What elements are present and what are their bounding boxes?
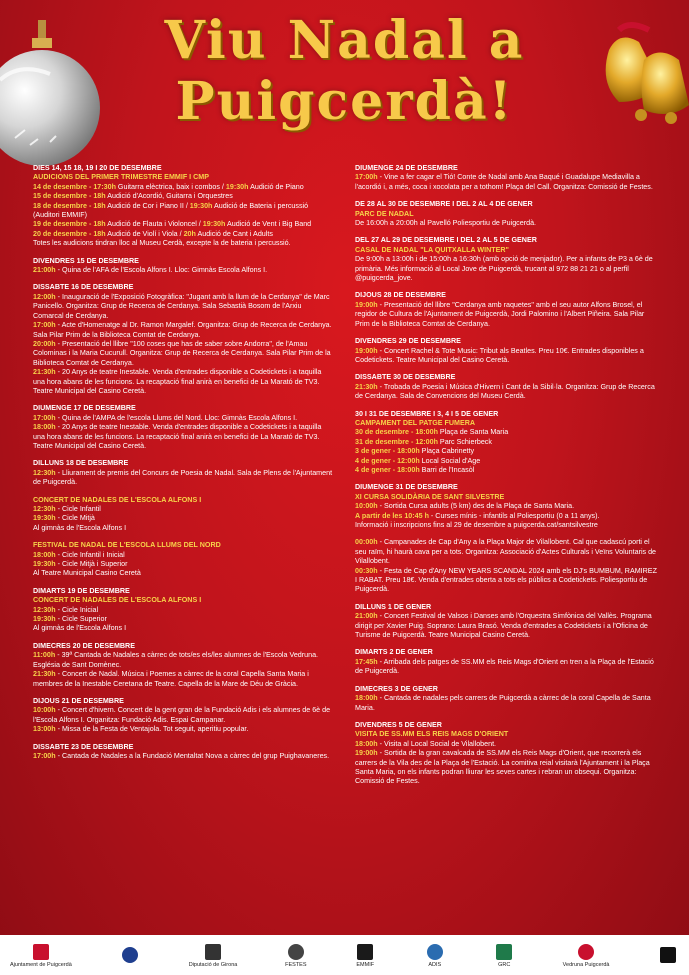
- event-line: [355, 347, 660, 366]
- adis-logo: [424, 938, 446, 972]
- event-line: [33, 725, 333, 734]
- event-text: Plaça de Santa Maria: [437, 428, 509, 437]
- event-text: - Concert d'hivern. Concert de la gent gran de la Fundació Adis i els alumnes de 6è de l'Escola Alfons I. Organitza: Fundació Adis. Espai Campanar.: [33, 706, 331, 724]
- event-time: 19:00h: [355, 346, 378, 355]
- event-line: [33, 524, 333, 533]
- event-time: 30 de desembre - 18:00h: [355, 428, 438, 437]
- event-block: [33, 459, 333, 487]
- event-time: 18:00h: [355, 739, 378, 748]
- logo-caption: EMMIF: [356, 962, 375, 968]
- event-time: 19:30h: [33, 514, 56, 523]
- event-block: [33, 164, 333, 249]
- event-date: DIJOUS 28 DE DESEMBRE: [355, 291, 446, 300]
- event-time: 10:00h: [355, 502, 378, 511]
- event-text: - Cicle Mitjà: [55, 514, 95, 523]
- event-subtitle: XI CURSA SOLIDÀRIA DE SANT SILVESTRE: [355, 492, 505, 501]
- event-block: [355, 685, 660, 713]
- event-text: Audició de Bateria i percussió (Auditori EMMIF): [33, 201, 309, 220]
- event-time: 19 de desembre - 18h: [33, 220, 106, 229]
- event-block: [355, 721, 660, 787]
- event-line: [355, 219, 660, 228]
- vedruna-logo: [563, 938, 610, 972]
- event-line: [355, 301, 660, 329]
- event-subtitle: CAMPAMENT DEL PATGE FUMERA: [355, 418, 476, 427]
- event-line: [355, 438, 660, 447]
- sponsor-footer: [0, 935, 689, 975]
- event-line: [33, 239, 333, 248]
- event-line: [33, 551, 333, 560]
- event-time: 3 de gener - 18:00h: [355, 447, 420, 456]
- event-line: [355, 658, 660, 677]
- event-subtitle: AUDICIONS DEL PRIMER TRIMESTRE EMMIF I CMP: [33, 173, 210, 182]
- event-line: [33, 514, 333, 523]
- event-block: [355, 337, 660, 365]
- event-date: DIMECRES 20 DE DESEMBRE: [33, 641, 135, 650]
- event-text: - Cicle Infantil i Inicial: [55, 550, 125, 559]
- festes-logo: [285, 938, 307, 972]
- event-time: 12:30h: [33, 468, 56, 477]
- event-time: 19:00h: [355, 749, 378, 758]
- event-date: DIJOUS 21 DE DESEMBRE: [33, 696, 124, 705]
- event-date: DEL 27 AL 29 DE DESEMBRE I DEL 2 AL 5 DE GENER: [355, 236, 537, 245]
- event-line: [33, 624, 333, 633]
- event-date: DISSABTE 16 DE DESEMBRE: [33, 283, 134, 292]
- event-date: DILLUNS 18 DE DESEMBRE: [33, 459, 129, 468]
- event-line: [33, 606, 333, 615]
- event-date: DILLUNS 1 DE GENER: [355, 602, 432, 611]
- event-text: Totes les audicions tindran lloc al Museu Cerdà, excepte la de bateria i percussió.: [33, 239, 291, 248]
- ajuntament-logo: [10, 938, 72, 972]
- event-text: Al gimnàs de l'Escola Alfons I: [33, 624, 127, 633]
- diputacio-logo: [189, 938, 238, 972]
- event-line: [33, 183, 333, 192]
- event-line: [33, 615, 333, 624]
- event-subtitle: PARC DE NADAL: [355, 209, 414, 218]
- event-date: DIUMENGE 31 DE DESEMBRE: [355, 483, 458, 492]
- event-line: [355, 512, 660, 521]
- event-line: [33, 752, 333, 761]
- ajuntament-logo-icon: [30, 942, 52, 962]
- event-text: Audició de Piano: [248, 182, 304, 191]
- event-date: DIMARTS 2 DE GENER: [355, 648, 433, 657]
- consell-logo: [119, 938, 141, 972]
- event-text: - Acte d'Homenatge al Dr. Ramon Margalef. Organitza: Grup de Recerca de Cerdanya. Sala Pilar Prim de la Biblioteca Comtat de Cerdanya.: [33, 321, 332, 339]
- event-block: [355, 603, 660, 641]
- event-subtitle: FESTIVAL DE NADAL DE L'ESCOLA LLUMS DEL NORD: [33, 541, 221, 550]
- event-text: - 20 Anys de teatre Inestable. Venda d'entrades disponible a Codetickets i a taquilla una hora abans de les funcions. La recaptació final anirà en benefici de La Marató de TV3. Teatre Municipal del Casino Ceretà.: [33, 368, 322, 395]
- event-text: Audició de Cant i Adults: [195, 229, 273, 238]
- event-block: [355, 483, 660, 530]
- event-time: 12:30h: [33, 505, 56, 513]
- event-time: 11:00h: [33, 651, 56, 660]
- event-line: [355, 466, 660, 475]
- event-time: 31 de desembre - 12:00h: [355, 437, 438, 446]
- event-block: [33, 496, 333, 534]
- event-time: 12:30h: [33, 605, 56, 614]
- event-date: 30 I 31 DE DESEMBRE I 3, 4 I 5 DE GENER: [355, 409, 499, 418]
- logo-caption: ADIS: [428, 962, 442, 968]
- event-block: [33, 642, 333, 689]
- event-text: Informació i inscripcions fins al 29 de desembre a puigcerda.cat/santsilvestre: [355, 521, 598, 529]
- event-text: - 39ª Cantada de Nadales a càrrec de tots/es els/les alumnes de l'Escola Vedruna. Església de Sant Domènec.: [33, 651, 319, 669]
- event-text: - Arribada dels patges de SS.MM els Reis Mags d'Orient en tren a la Plaça de l'Estació de Puigcerdà.: [355, 657, 654, 676]
- event-block: [355, 236, 660, 283]
- event-time: 19:30h: [33, 560, 56, 569]
- event-text: Plaça Cabrinetty: [419, 447, 475, 456]
- event-text: Parc Schierbeck: [437, 437, 492, 446]
- event-date: DIUMENGE 24 DE DESEMBRE: [355, 164, 458, 172]
- grc-logo: [493, 938, 515, 972]
- event-line: [33, 202, 333, 221]
- event-block: [33, 587, 333, 634]
- event-block: [355, 410, 660, 476]
- event-line: [355, 173, 660, 192]
- event-time: 21:30h: [355, 382, 378, 391]
- event-line: [33, 670, 333, 689]
- event-time: 00:30h: [355, 566, 378, 575]
- event-date: DIMARTS 19 DE DESEMBRE: [33, 586, 130, 595]
- teatre-logo: [657, 938, 679, 972]
- event-line: [355, 612, 660, 640]
- event-time: 20:00h: [33, 339, 56, 348]
- event-time: A partir de les 10:45 h: [355, 511, 429, 520]
- events-left-column: [33, 164, 333, 769]
- event-date: DIVENDRES 15 DE DESEMBRE: [33, 256, 139, 265]
- event-time: 4 de gener - 18:00h: [355, 465, 420, 474]
- event-time: 17:00h: [33, 413, 56, 422]
- event-text: Audició d'Acordió, Guitarra i Orquestres: [105, 192, 233, 201]
- event-text: - Concert de Nadal. Música i Poemes a càrrec de la coral Capella Santa Maria i membres de la Inestable Ceretana de Teatre. Capella de la Mare de Déu de Gràcia.: [33, 670, 309, 688]
- event-time: 21:30h: [33, 670, 56, 679]
- event-date: DIVENDRES 5 DE GENER: [355, 720, 442, 729]
- events-right-column: [355, 164, 660, 795]
- event-text: - Curses mínis - infantils al Poliesportiu (0 a 11 anys).: [428, 511, 600, 520]
- festes-logo-icon: [285, 942, 307, 962]
- event-block: [355, 373, 660, 401]
- logo-caption: Ajuntament de Puigcerdà: [10, 962, 72, 968]
- event-line: [355, 694, 660, 713]
- event-text: - Campanades de Cap d'Any a la Plaça Major de Vilallobent. Cal que cadascú porti el seu raïm, hi haurà cava per a tots. Organitza: Associació d'Actes Culturals i Veïns Voluntaris de Vilallobent.: [355, 538, 657, 566]
- event-line: [33, 368, 333, 396]
- event-time: 17:00h: [33, 751, 56, 760]
- event-text: - Sortida de la gran cavalcada de SS.MM els Reis Mags d'Orient, que recorrerà els carrers de la Vila des de la Plaça de l'Estació. La comitiva reial visitarà l'Ajuntament i la Plaça Santa Maria, on els infants podran lliurar les seves cartes i rebran un obsequi. Organitza: Comissió de Festes.: [355, 749, 650, 786]
- event-time: 18 de desembre - 18h: [33, 201, 106, 210]
- event-line: [33, 423, 333, 451]
- event-time: 21:00h: [355, 612, 378, 621]
- event-line: [33, 340, 333, 368]
- event-line: [33, 230, 333, 239]
- event-line: [355, 255, 660, 283]
- event-line: [33, 192, 333, 201]
- event-line: [355, 502, 660, 511]
- event-text: - 20 Anys de teatre Inestable. Venda d'entrades disponible a Codetickets i a taquilla una hora abans de les funcions. La recaptació final anirà en benefici de La Marató de TV3. Teatre Municipal del Casino Ceretà.: [33, 423, 322, 450]
- event-text: - Festa de Cap d'Any NEW YEARS SCANDAL 2024 amb els DJ's BUMBUM, RAMIREZ I RABAT. Preu 18€. Venda d'entrades oberta a tots els públics a Codetickets. Poliesportiu de Puigcerdà.: [355, 566, 657, 594]
- event-time: 4 de gener - 12:00h: [355, 456, 420, 465]
- event-text: - Cicle Inicial: [55, 605, 99, 614]
- event-text: - Presentació del llibre "Cerdanya amb raquetes" amb el seu autor Alfons Brosel, el regidor de Cultura de l'Ajuntament de Puigcerdà, Jordi Palomino i l'Albert Piñeira. Sala Pilar Prim de la Biblioteca Comtat de Cerdanya.: [355, 300, 645, 328]
- event-text: - Cicle Infantil: [55, 505, 101, 513]
- event-subtitle: CONCERT DE NADALES DE L'ESCOLA ALFONS I: [33, 495, 202, 504]
- event-text: Audició de Vent i Big Band: [225, 220, 312, 229]
- event-time: 17:45h: [355, 657, 378, 666]
- event-text: De 9:00h a 13:00h i de 15:00h a 16:30h (amb opció de menjador). Per a infants de P3 a 6è de primària. Més informació al Local Jove de Puigcerdà, trucant al 972 88 21 21 o al perfil @puigcerda_jove.: [355, 255, 653, 283]
- consell-logo-icon: [119, 945, 141, 965]
- logo-caption: Vedruna Puigcerdà: [562, 962, 610, 968]
- event-time: 10:00h: [33, 706, 56, 715]
- emmif-logo: [354, 938, 376, 972]
- event-text: - Missa de la Festa de Ventajola. Tot seguit, aperitiu popular.: [55, 725, 249, 734]
- event-block: [33, 743, 333, 762]
- event-time: 19:00h: [355, 300, 378, 309]
- event-time: 18:00h: [355, 694, 378, 703]
- event-date: DE 28 AL 30 DE DESEMBRE I DEL 2 AL 4 DE GENER: [355, 200, 533, 209]
- event-text: Local Social d'Age: [419, 456, 481, 465]
- event-text: - Concert Festival de Valsos i Danses amb l'Orquestra Simfònica del Vallès. Programa dirigit per Xavier Puig. Soprano: Laura Brasó. Venda d'entrades a Codetickets i a l'Oficina de Turisme de Puigcerdà. Teatre Municipal Casino Ceretà.: [355, 612, 652, 640]
- event-text: - Cicle Superior: [55, 615, 107, 624]
- event-text: Audició de Flauta i Violoncel /: [105, 220, 203, 229]
- event-line: [355, 538, 660, 566]
- event-time: 15 de desembre - 18h: [33, 192, 106, 201]
- event-block: [355, 648, 660, 676]
- event-subtitle: CONCERT DE NADALES DE L'ESCOLA ALFONS I: [33, 596, 202, 605]
- event-block: [33, 404, 333, 451]
- event-text: - Quina de l'AFA de l'Escola Alfons I. Lloc: Gimnàs Escola Alfons I.: [55, 266, 268, 275]
- event-text: - Vine a fer cagar el Tió! Conte de Nadal amb Ana Baqué i Guadalupe Mediavilla a l'acordió i, a més, coca i xocolata per a tothom! Plaça del Call. Organitza: Comissió de Festes.: [355, 173, 653, 191]
- event-line: [33, 569, 333, 578]
- event-date: DISSABTE 30 DE DESEMBRE: [355, 373, 456, 382]
- event-time: 14 de desembre - 17:30h: [33, 182, 116, 191]
- event-line: [33, 266, 333, 275]
- event-text: - Cicle Mitjà i Superior: [55, 560, 128, 569]
- title-line-1: Viu Nadal a: [164, 10, 525, 71]
- event-text: De 16:00h a 20:00h al Pavelló Poliesportiu de Puigcerdà.: [355, 219, 537, 228]
- event-time: 00:00h: [355, 538, 378, 547]
- emmif-logo-icon: [354, 942, 376, 962]
- event-time: 19:30h: [189, 201, 213, 210]
- event-line: [33, 469, 333, 488]
- event-block: [355, 291, 660, 329]
- event-line: [33, 560, 333, 569]
- event-block: [355, 538, 660, 594]
- event-line: [33, 505, 333, 514]
- diputacio-logo-icon: [202, 942, 224, 962]
- event-time: 18:00h: [33, 550, 56, 559]
- event-text: - Cantada de nadales pels carrers de Puigcerdà a càrrec de la coral Capella de Santa Maria.: [355, 694, 651, 712]
- event-time: 19:30h: [225, 182, 249, 191]
- event-subtitle: CASAL DE NADAL "LA QUITXALLA WINTER": [355, 245, 509, 254]
- event-line: [355, 567, 660, 595]
- adis-logo-icon: [424, 942, 446, 962]
- event-line: [355, 521, 660, 530]
- event-line: [355, 428, 660, 437]
- event-text: - Inauguració de l'Exposició Fotogràfica: "Jugant amb la llum de la Cerdanya" de Marc Panicello. Organitza: Grup de Recerca de Cerdanya. Sala Sebastià Bosom de l'Arxiu Comarcal de Cerdanya.: [33, 292, 330, 320]
- event-line: [355, 749, 660, 787]
- event-text: - Presentació del llibre "100 coses que has de saber sobre Andorra", de l'Amau Colominas i la Maria Cucurull. Organitza: Grup de Recerca de Cerdanya. Sala Pilar Prim de la Biblioteca Comtat de Cerdanya.: [33, 339, 331, 367]
- event-text: Al gimnàs de l'Escola Alfons I: [33, 523, 127, 532]
- event-text: - Quina de l'AMPA de l'escola Llums del Nord. Lloc: Gimnàs Escola Alfons I.: [55, 413, 298, 422]
- event-line: [355, 740, 660, 749]
- event-date: DIMECRES 3 DE GENER: [355, 684, 438, 693]
- event-text: - Visita al Local Social de Vilallobent.: [377, 739, 497, 748]
- event-block: [33, 697, 333, 735]
- event-time: 19:30h: [202, 220, 226, 229]
- event-text: - Lliurament de premis del Concurs de Poesia de Nadal. Sala de Plens de l'Ajuntament de Puigcerdà.: [33, 468, 333, 487]
- event-line: [355, 383, 660, 402]
- event-time: 18:00h: [33, 423, 56, 432]
- event-line: [33, 651, 333, 670]
- event-text: - Concert Rachel & Tote Music: Tribut als Beatles. Preu 10€. Entrades disponibles a Codetickets. Teatre Municipal del Casino Ceretà.: [355, 346, 644, 364]
- event-time: 12:00h: [33, 292, 56, 301]
- event-text: Barri de l'Incasòl: [419, 465, 475, 474]
- event-time: 17:00h: [33, 321, 56, 330]
- event-date: DIVENDRES 29 DE DESEMBRE: [355, 337, 461, 346]
- event-line: [33, 706, 333, 725]
- logo-caption: FESTES: [285, 962, 307, 968]
- logo-caption: GRC: [498, 962, 511, 968]
- vedruna-logo-icon: [575, 942, 597, 962]
- event-text: Audició de Cor i Piano II /: [105, 201, 190, 210]
- logo-caption: Diputació de Girona: [188, 962, 238, 968]
- event-line: [33, 220, 333, 229]
- event-time: 21:00h: [33, 266, 56, 275]
- event-text: - Sortida Cursa adults (5 km) des de la Plaça de Santa Maria.: [377, 502, 575, 511]
- event-date: DIES 14, 15 18, 19 I 20 DE DESEMBRE: [33, 164, 162, 172]
- event-text: Guitarra elèctrica, baix i combos /: [115, 182, 226, 191]
- event-date: DIUMENGE 17 DE DESEMBRE: [33, 404, 136, 413]
- event-time: 17:00h: [355, 173, 378, 182]
- event-time: 19:30h: [33, 615, 56, 624]
- event-time: 21:30h: [33, 368, 56, 377]
- event-text: - Trobada de Poesia i Música d'Hivern i Cant de la Sibil·la. Organitza: Grup de Recerca de Cerdanya. Sala de Convencions del Museu Cerdà.: [355, 382, 655, 401]
- event-block: [355, 200, 660, 228]
- event-subtitle: VISITA DE SS.MM ELS REIS MAGS D'ORIENT: [355, 730, 509, 739]
- event-text: - Cantada de Nadales a la Fundació Mentaltat Nova a càrrec del grup Puighavaneres.: [55, 751, 330, 760]
- event-block: [355, 164, 660, 192]
- title-line-2: Puigcerdà!: [175, 71, 514, 132]
- event-line: [355, 447, 660, 456]
- event-time: 13:00h: [33, 725, 56, 734]
- event-line: [33, 321, 333, 340]
- event-line: [355, 457, 660, 466]
- event-block: [33, 283, 333, 396]
- event-block: [33, 257, 333, 276]
- event-block: [33, 541, 333, 579]
- teatre-logo-icon: [657, 945, 679, 965]
- event-text: Al Teatre Municipal Casino Ceretà: [33, 569, 141, 578]
- event-date: DISSABTE 23 DE DESEMBRE: [33, 742, 134, 751]
- page-title: [0, 10, 689, 132]
- event-line: [33, 414, 333, 423]
- event-text: Audició de Violí i Viola /: [105, 229, 184, 238]
- event-time: 20 de desembre - 18h: [33, 229, 106, 238]
- event-time: 20h: [183, 229, 196, 238]
- grc-logo-icon: [493, 942, 515, 962]
- event-line: [33, 293, 333, 321]
